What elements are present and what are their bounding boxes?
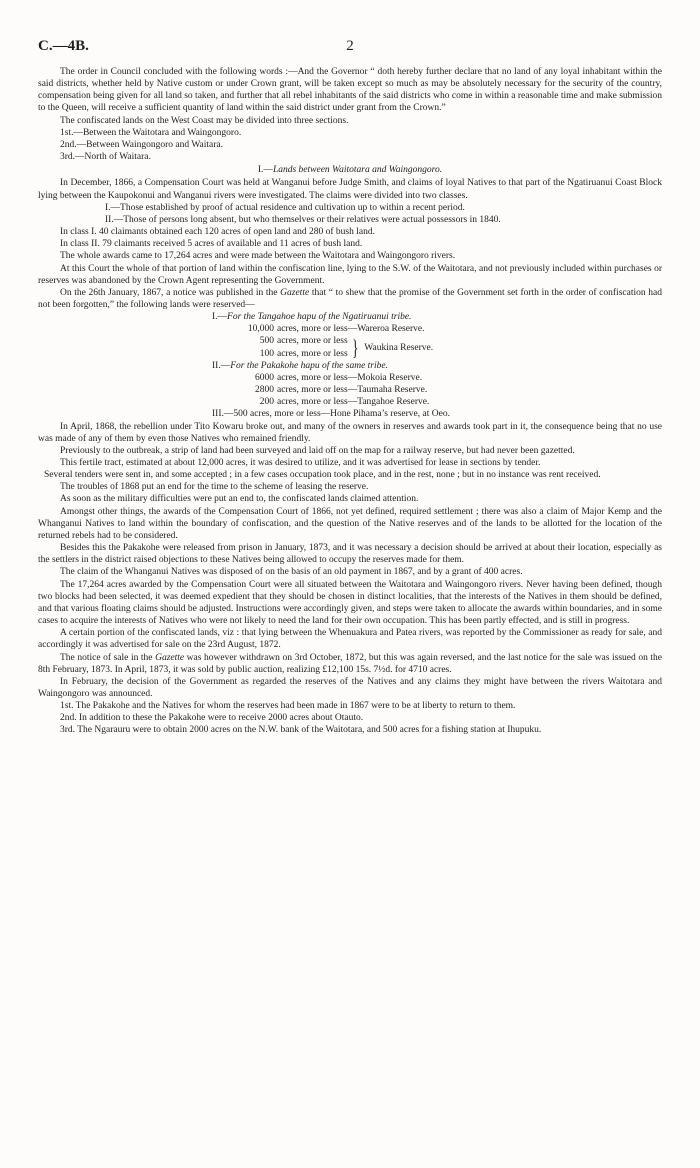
reserve-acres: 6000 (255, 372, 274, 383)
text-run: was however withdrawn on 3rd October, 1872, but this was again reversed, and the last notice for the sale was issued on the 8th February, 1873. In April, 1873, it was sold by public auction, realizing £12,100 15s. 7½d. for 4710 acres. (38, 652, 662, 675)
text-run: that “ to shew that the promise of the Government set forth in the order of confiscation had not been forgotten,” the following lands were reserved— (38, 287, 662, 310)
paragraph: Previously to the outbreak, a strip of land had been surveyed and laid off on the map for a railway reserve, but had never been gazetted. (60, 445, 575, 456)
compensation-court-paragraph: In December, 1866, a Compensation Court was held at Wanganui before Judge Smith, and claims of loyal Natives to that part of the Ngatiruanui Coast Block lying between the Kaupokonui and Wanganui rivers were investigated. The claims were divided into two classes. (38, 178, 662, 201)
paragraph: Amongst other things, the awards of the Compensation Court of 1866, not yet defined, required settlement ; there was also a claim of Major Kemp and the Whanganui Natives to land within the boundary of confiscation, and the question of the Native reserves and of the lands to be allotted for the location of the returned rebels had to be considered. (38, 506, 662, 541)
rebellion-paragraph: In April, 1868, the rebellion under Tito Kowaru broke out, and many of the owners in reserves and awards took part in it, the consequence being that no use was made of any of them by even those Natives who remained friendly. (38, 421, 662, 444)
reserve-line (212, 372, 662, 384)
section-item: 2nd.—Between Waingongoro and Waitara. (60, 139, 224, 150)
reserve-group-iii: III.—500 acres, more or less—Hone Pihama’s reserve, at Oeo. (212, 409, 450, 420)
page-header (38, 40, 662, 60)
reserve-line (236, 335, 348, 347)
reserve-text: acres, more or less—Taumaha Reserve. (277, 385, 428, 396)
reserve-acres: 10,000 (247, 324, 274, 335)
reserve-group-number: II.— (212, 360, 231, 371)
gazette-notice-paragraph (38, 287, 662, 311)
reserve-group-name: For the Pakakohe hapu of the same tribe. (230, 360, 388, 371)
reserve-line (236, 348, 348, 360)
reserve-group-title (212, 311, 662, 323)
reserve-text: acres, more or less—Mokoia Reserve. (277, 372, 423, 383)
brace-glyph: } (351, 334, 359, 360)
reserve-group-number: I.— (212, 312, 228, 323)
reserve-brace-name: Waukina Reserve. (364, 342, 434, 353)
document-code: C.—4B. (38, 38, 89, 54)
reserve-text: acres, more or less—Tangahoe Reserve. (277, 397, 430, 408)
class-i-definition: I.—Those established by proof of actual residence and cultivation up to within a recent period. (105, 202, 465, 213)
paragraph: The troubles of 1868 put an end for the time to the scheme of leasing the reserve. (60, 482, 369, 493)
paragraph: Besides this the Pakakohe were released from prison in January, 1873, and it was necessary a decision should be arrived at about their location, especially as the settlers in the district raised objections to these Natives being allowed to occupy the reserves made for them. (38, 543, 662, 566)
decision-item: 2nd. In addition to these the Pakakohe were to receive 2000 acres about Otauto. (60, 713, 364, 724)
reserve-acres: 2800 (255, 385, 274, 396)
reserve-group-title (212, 360, 662, 372)
reserve-text: acres, more or less—Wareroa Reserve. (277, 324, 425, 335)
gazette-italic: Gazette (155, 652, 185, 663)
decision-item: 1st. The Pakakohe and the Natives for whom the reserves had been made in 1867 were to be at liberty to return to them. (60, 701, 516, 712)
reserve-text: acres, more or less (277, 336, 348, 347)
reserve-line (212, 384, 662, 396)
reserve-brace-group (212, 335, 662, 359)
section-heading (38, 164, 662, 176)
gazette-italic: Gazette (280, 287, 310, 298)
paragraph: As soon as the military difficulties were put an end to, the confiscated lands claimed attention. (60, 494, 419, 505)
order-in-council-paragraph: The order in Council concluded with the following words :—And the Governor “ doth hereby further declare that no land of any loyal inhabitant within the said districts, whether held by Native custom or under Crown grant, will be taken except so much as may be absolutely necessary for the security of the country, compensation being given for all land so taken, and further that all rebel inhabitants of the said districts who come in within a reasonable time and make submission to the Queen, will receive a sufficient quantity of land within the said district under grant from the Crown.” (38, 67, 662, 114)
paragraph: This fertile tract, estimated at about 12,000 acres, it was desired to utilize, and it was advertised for lease in sections by tender. (60, 458, 541, 468)
paragraph: A certain portion of the confiscated lands, viz : that lying between the Whenuakura and Patea rivers, was reported by the Commissioner as ready for sale, and accordingly it was advertised for sale on the 23rd August, 1872. (38, 628, 662, 651)
paragraph: In class II. 79 claimants received 5 acres of available and 11 acres of bush land. (60, 239, 363, 250)
text-run: The notice of sale in the (60, 652, 156, 663)
reserve-text: acres, more or less (277, 348, 348, 359)
page-number: 2 (346, 38, 354, 54)
paragraph: Several tenders were sent in, and some accepted ; in a few cases occupation took place, and in the rest, none ; but in no instance was rent received. (44, 470, 601, 481)
class-ii-definition: II.—Those of persons long absent, but who themselves or their relatives were actual possessors in 1840. (105, 214, 501, 225)
section-heading-text: Lands between Waitotara and Waingongoro. (272, 165, 443, 176)
paragraph: The 17,264 acres awarded by the Compensation Court were all situated between the Waitotara and Waingongoro rivers. Never having been defined, though two blocks had been selected, it was deemed expedient that they should be chosen in distinct localities, that the interests of the Natives in them should be defined, and that various floating claims should be adjusted. Instructions were accordingly given, and steps were taken to allocate the awards within boundaries, and in some cases to acquire the interests of Natives who were not likely to need the land for their own occupation. This has been partly effected, and is still in progress. (38, 579, 662, 627)
paragraph: In class I. 40 claimants obtained each 120 acres of open land and 280 of bush land. (60, 227, 375, 238)
sections-intro: The confiscated lands on the West Coast may be divided into three sections. (60, 115, 349, 126)
reserve-acres: 200 (259, 397, 274, 408)
section-heading-number: I.— (257, 165, 273, 176)
section-item: 3rd.—North of Waitara. (60, 152, 151, 163)
paragraph: The claim of the Whanganui Natives was disposed of on the basis of an old payment in 1867, and by a grant of 400 acres. (60, 567, 523, 578)
reserves-list (212, 311, 662, 420)
reserve-line (212, 323, 662, 335)
section-item: 1st.—Between the Waitotara and Waingongoro. (60, 127, 242, 138)
paragraph: In February, the decision of the Government as regarded the reserves of the Natives and any claims they might have between the rivers Waitotara and Waingongoro was announced. (38, 676, 662, 699)
reserve-acres: 100 (259, 348, 274, 359)
paragraph: At this Court the whole of that portion of land within the confiscation line, lying to the S.W. of the Waitotara, and not previously included within purchases or reserves was abandoned by the Crown Agent representing the Government. (38, 263, 662, 286)
reserve-acres: 500 (259, 336, 274, 347)
reserve-group-name: For the Tangahoe hapu of the Ngatiruanui tribe. (227, 312, 412, 323)
paragraph: The whole awards came to 17,264 acres and were made between the Waitotara and Waingongoro rivers. (60, 251, 456, 262)
reserve-line (212, 396, 662, 408)
text-run: On the 26th January, 1867, a notice was published in the (60, 287, 281, 298)
sale-notice-paragraph (38, 652, 662, 676)
decision-item: 3rd. The Ngarauru were to obtain 2000 acres on the N.W. bank of the Waitotara, and 500 acres for a fishing station at Ihupuku. (60, 725, 542, 736)
